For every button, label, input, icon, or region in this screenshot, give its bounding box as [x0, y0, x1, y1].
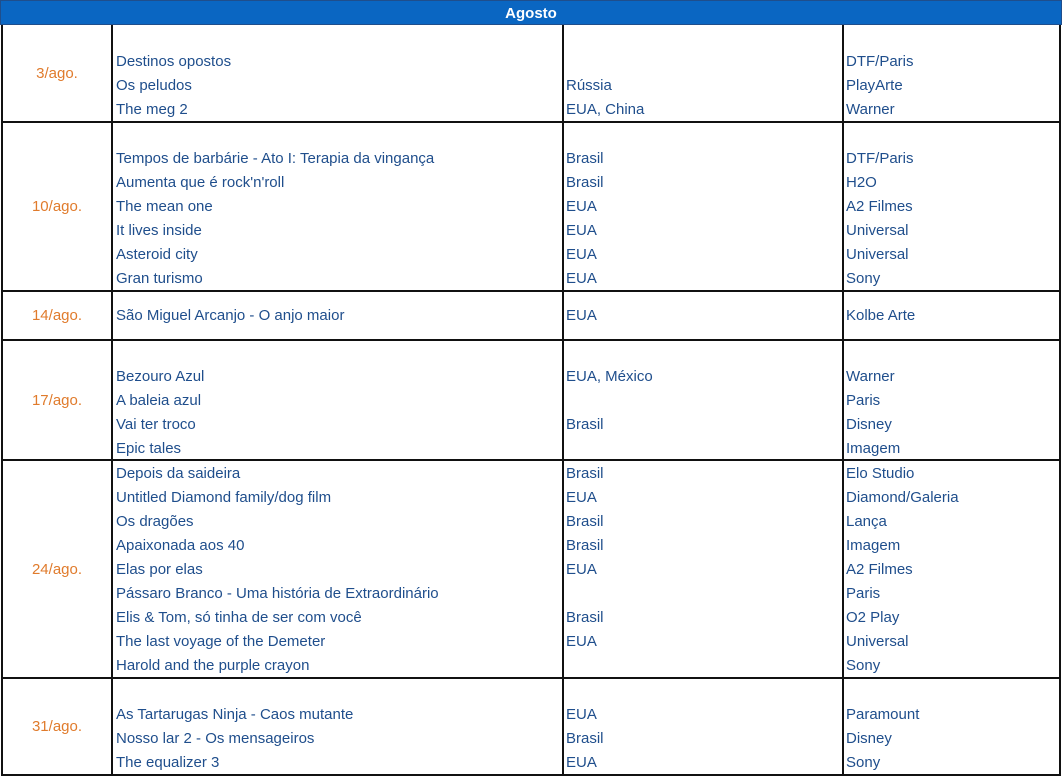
movie-distributor: DTF/Paris	[846, 150, 914, 167]
movie-distributor: Universal	[846, 222, 909, 239]
movie-distributor: Universal	[846, 633, 909, 650]
movie-country: EUA	[566, 706, 597, 723]
table-row	[1, 365, 1061, 389]
movie-distributor: Universal	[846, 246, 909, 263]
movie-title: Os dragões	[116, 513, 194, 530]
movie-distributor: A2 Filmes	[846, 561, 913, 578]
release-date: 10/ago.	[1, 123, 113, 290]
movie-distributor: Disney	[846, 730, 892, 747]
movie-title: It lives inside	[116, 222, 202, 239]
table-row	[1, 267, 1061, 291]
movie-country: Brasil	[566, 416, 604, 433]
movie-country: Brasil	[566, 730, 604, 747]
movie-title: As Tartarugas Ninja - Caos mutante	[116, 706, 354, 723]
table-row	[1, 195, 1061, 219]
movie-country: EUA, México	[566, 368, 653, 385]
movie-country: EUA	[566, 222, 597, 239]
movie-country: EUA	[566, 633, 597, 650]
movie-country: EUA	[566, 489, 597, 506]
movie-title: The last voyage of the Demeter	[116, 633, 326, 650]
movie-title: Aumenta que é rock'n'roll	[116, 174, 285, 191]
movie-distributor: H2O	[846, 174, 877, 191]
table-row	[1, 703, 1061, 727]
release-date: 31/ago.	[1, 679, 113, 774]
movie-country: Brasil	[566, 174, 604, 191]
movie-title: Gran turismo	[116, 270, 203, 287]
movie-distributor: DTF/Paris	[846, 53, 914, 70]
release-group	[1, 679, 1061, 776]
movie-country: EUA	[566, 754, 597, 771]
movie-country: Brasil	[566, 465, 604, 482]
movie-title: The meg 2	[116, 101, 188, 118]
release-date: 24/ago.	[1, 461, 113, 677]
table-row	[1, 486, 1061, 510]
movie-distributor: A2 Filmes	[846, 198, 913, 215]
movie-distributor: PlayArte	[846, 77, 903, 94]
movie-country: Rússia	[566, 77, 612, 94]
table-row	[1, 413, 1061, 437]
table-row	[1, 510, 1061, 534]
movie-title: Elas por elas	[116, 561, 203, 578]
movie-distributor: Imagem	[846, 440, 901, 457]
movie-distributor: Sony	[846, 657, 881, 674]
movie-country: Brasil	[566, 150, 604, 167]
movie-distributor: O2 Play	[846, 609, 900, 626]
movie-distributor: Paris	[846, 392, 881, 409]
table-row	[1, 304, 1061, 328]
release-group	[1, 123, 1061, 292]
movie-title: Pássaro Branco - Uma história de Extraordinário	[116, 585, 439, 602]
movie-title: Untitled Diamond family/dog film	[116, 489, 332, 506]
movie-country: Brasil	[566, 609, 604, 626]
release-group	[1, 25, 1061, 123]
movie-distributor: Warner	[846, 368, 895, 385]
movie-country: EUA	[566, 270, 597, 287]
movie-distributor: Elo Studio	[846, 465, 915, 482]
movie-country: Brasil	[566, 513, 604, 530]
table-row	[1, 654, 1061, 678]
release-group	[1, 292, 1061, 341]
movie-title: Harold and the purple crayon	[116, 657, 310, 674]
movie-distributor: Imagem	[846, 537, 901, 554]
movie-country: EUA	[566, 198, 597, 215]
movie-title: A baleia azul	[116, 392, 202, 409]
movie-title: Bezouro Azul	[116, 368, 205, 385]
release-date: 14/ago.	[1, 292, 113, 339]
movie-title: Asteroid city	[116, 246, 198, 263]
table-row	[1, 606, 1061, 630]
movie-distributor: Sony	[846, 754, 881, 771]
movie-title: Nosso lar 2 - Os mensageiros	[116, 730, 315, 747]
table-row	[1, 462, 1061, 486]
movie-distributor: Paramount	[846, 706, 920, 723]
movie-country: EUA	[566, 307, 597, 324]
movie-distributor: Warner	[846, 101, 895, 118]
table-row	[1, 74, 1061, 98]
movie-distributor: Disney	[846, 416, 892, 433]
movie-title: São Miguel Arcanjo - O anjo maior	[116, 307, 345, 324]
table-row	[1, 219, 1061, 243]
movie-distributor: Lança	[846, 513, 887, 530]
table-row	[1, 558, 1061, 582]
table-row	[1, 437, 1061, 461]
month-title: Agosto	[0, 0, 1062, 25]
movie-distributor: Diamond/Galeria	[846, 489, 959, 506]
movie-title: The mean one	[116, 198, 213, 215]
movie-title: Elis & Tom, só tinha de ser com você	[116, 609, 362, 626]
movie-country: EUA	[566, 561, 597, 578]
movie-title: Vai ter troco	[116, 416, 196, 433]
release-date: 3/ago.	[1, 25, 113, 121]
release-group	[1, 461, 1061, 679]
movie-distributor: Paris	[846, 585, 881, 602]
release-date: 17/ago.	[1, 341, 113, 459]
movie-country: EUA, China	[566, 101, 645, 118]
table-row	[1, 389, 1061, 413]
table-row	[1, 751, 1061, 775]
table-row	[1, 50, 1061, 74]
movie-title: The equalizer 3	[116, 754, 220, 771]
movie-country: Brasil	[566, 537, 604, 554]
table-row	[1, 630, 1061, 654]
table-row	[1, 582, 1061, 606]
movie-title: Os peludos	[116, 77, 192, 94]
movie-title: Epic tales	[116, 440, 182, 457]
movie-title: Tempos de barbárie - Ato I: Terapia da vingança	[116, 150, 435, 167]
movie-country: EUA	[566, 246, 597, 263]
table-row	[1, 98, 1061, 122]
movie-title: Apaixonada aos 40	[116, 537, 245, 554]
table-row	[1, 147, 1061, 171]
movie-distributor: Sony	[846, 270, 881, 287]
movie-distributor: Kolbe Arte	[846, 307, 916, 324]
table-row	[1, 171, 1061, 195]
table-row	[1, 534, 1061, 558]
table-row	[1, 727, 1061, 751]
table-row	[1, 243, 1061, 267]
movie-title: Destinos opostos	[116, 53, 232, 70]
movie-title: Depois da saideira	[116, 465, 241, 482]
release-group	[1, 341, 1061, 461]
